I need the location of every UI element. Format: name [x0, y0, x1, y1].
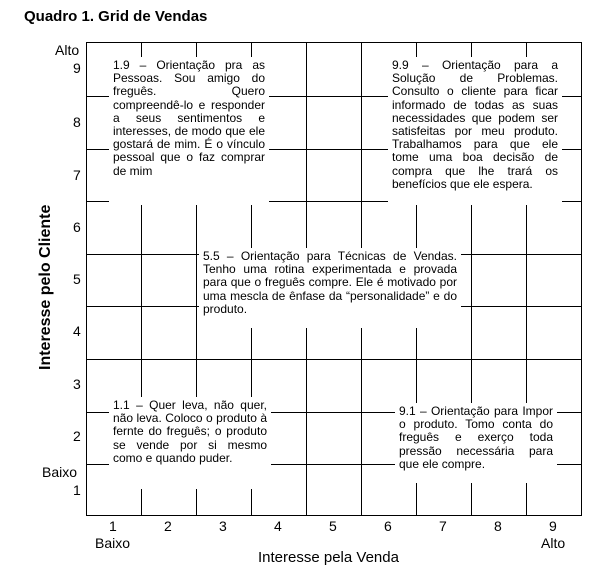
quadrant-5-5: 5.5 – Orientação para Técnicas de Vendas. Tenho uma rotina experimentada e provada para que o freguês compre. Ele é motivado por uma mescla de ênfase da “personalidade” e do produto.	[199, 248, 461, 328]
y-tick-label: 3	[73, 376, 81, 392]
quadrant-1-9: 1.9 – Orientação pra as Pessoas. Sou amigo do freguês. Quero compreendê-lo e responder a seus sentimentos e interesses, de modo que ele gostará de mim. É o vínculo pessoal que o faz comprar de mim	[109, 57, 269, 205]
y-tick-label: 1	[73, 482, 81, 498]
x-tick-label: 6	[384, 518, 392, 534]
quadrant-9-9: 9.9 – Orientação para a Solução de Problemas. Consulto o cliente para ficar informado de todas as suas necessidades que podem ser satisfeitas por meu produto. Trabalhamos para que ele tome uma boa decisão de compra que lhe trará os benefícios que ele espera.	[388, 57, 562, 205]
y-tick-label: 8	[73, 114, 81, 130]
quadrant-1-1: 1.1 – Quer leva, não quer, não leva. Coloco o produto à fernte do freguês; o produto se vende por si mesmo como e quando puder.	[109, 397, 271, 489]
x-axis-title: Interesse pela Venda	[258, 549, 399, 566]
figure-title: Quadro 1. Grid de Vendas	[24, 8, 208, 25]
x-axis-high-label: Alto	[541, 535, 566, 551]
sales-grid	[86, 42, 582, 516]
x-tick-label: 8	[494, 518, 502, 534]
x-tick-label: 4	[274, 518, 282, 534]
x-tick-label: 7	[439, 518, 447, 534]
grid-line-horizontal	[87, 359, 581, 360]
y-tick-label: 6	[73, 219, 81, 235]
x-tick-label: 1	[109, 518, 117, 534]
x-tick-label: 9	[549, 518, 557, 534]
y-axis-high-label: Alto	[55, 42, 80, 58]
x-tick-label: 2	[164, 518, 172, 534]
x-tick-label: 5	[329, 518, 337, 534]
y-tick-label: 9	[73, 60, 81, 76]
y-tick-label: 5	[73, 271, 81, 287]
y-axis-title: Interesse pelo Cliente	[37, 204, 54, 370]
y-tick-label: 7	[73, 167, 81, 183]
x-tick-label: 3	[219, 518, 227, 534]
y-tick-label: 4	[73, 323, 81, 339]
y-axis-low-label: Baixo	[42, 464, 78, 480]
quadrant-9-1: 9.1 – Orientação para Impor o produto. Tomo conta do freguês e exerço toda pressão necessária para que ele compre.	[395, 403, 557, 483]
x-axis-low-label: Baixo	[95, 535, 131, 551]
y-tick-label: 2	[73, 428, 81, 444]
